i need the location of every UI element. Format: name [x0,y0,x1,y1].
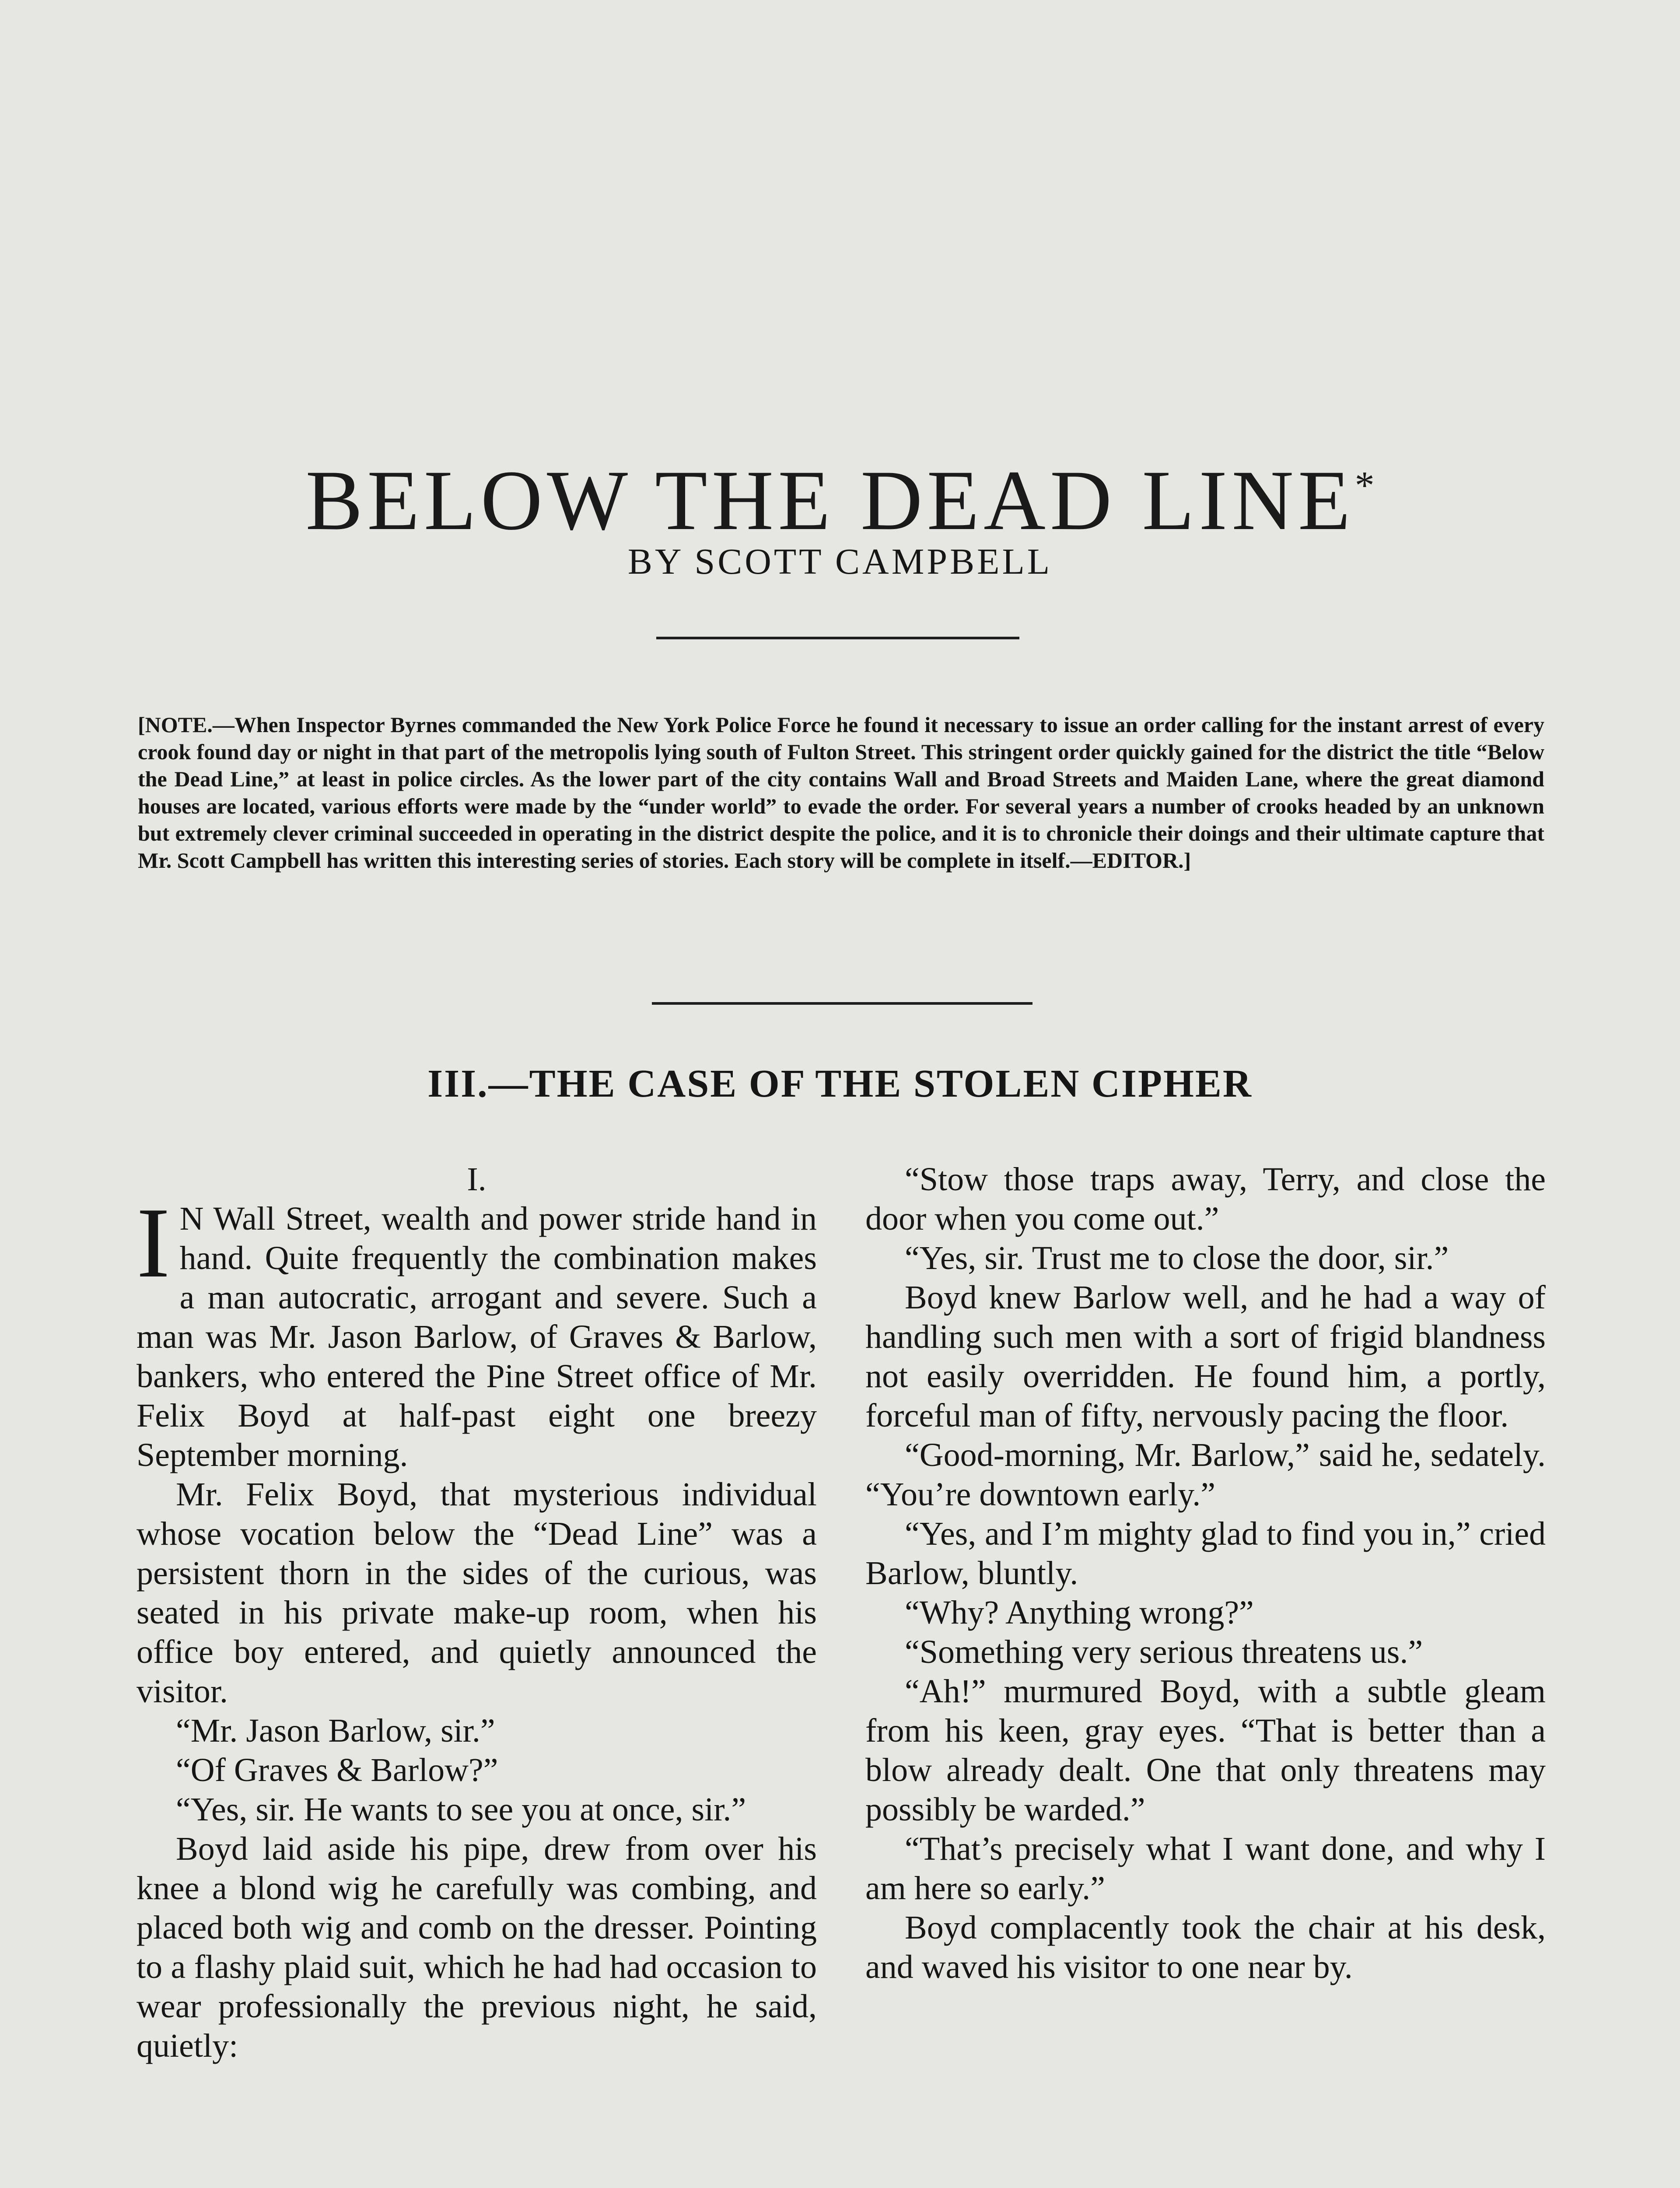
paragraph: “Yes, and I’m mighty glad to find you in,” cried Barlow, bluntly. [865,1515,1546,1592]
left-column [136,1160,817,2065]
editor-note: [NOTE.—When Inspector Byrnes commanded the New York Police Force he found it necessary to issue an order calling for the instant arrest of every crook found day or night in that part of the metropolis lying south of Fulton Street. This stringent order quickly gained for the district the title “Below the Dead Line,” at least in police circles. As the lower part of the city contains Wall and Broad Streets and Maiden Lane, where the great diamond houses are located, various efforts were made by the “under world” to evade the order. For several years a number of crooks headed by an unknown but extremely clever criminal succeeded in operating in the district despite the police, and it is to chronicle their doings and their ultimate capture that Mr. Scott Campbell has written this interesting series of stories. Each story will be complete in itself.—EDITOR.] [138,712,1544,873]
paragraph: “Good-morning, Mr. Barlow,” said he, sedately. “You’re downtown early.” [865,1437,1546,1513]
story-title [0,451,1680,550]
paragraph: Mr. Felix Boyd, that mysterious individual whose vocation below the “Dead Line” was a persistent thorn in the sides of the curious, was seated in his private make-up room, when his office boy entered, and quietly announced the visitor. [136,1476,817,1710]
paragraph: “Mr. Jason Barlow, sir.” [176,1712,495,1749]
paragraph: Boyd complacently took the chair at his desk, and waved his visitor to one near by. [865,1909,1546,1985]
right-column [865,1160,1546,1987]
paragraph: “That’s precisely what I want done, and why I am here so early.” [865,1830,1546,1907]
paragraph: “Why? Anything wrong?” [905,1594,1254,1631]
paragraph-text: N Wall Street, wealth and power stride hand in hand. Quite frequently the combination makes a man autocratic, arrogant and severe. Such a man was Mr. Jason Barlow, of Graves & Barlow, bankers, who entered the Pine Street office of Mr. Felix Boyd at half-past eight one breezy September morning. [136,1200,817,1473]
section-number: I. [467,1161,486,1198]
paragraph: “Yes, sir. He wants to see you at once, sir.” [176,1791,746,1828]
divider-rule [656,637,1019,639]
paragraph: “Of Graves & Barlow?” [176,1752,498,1788]
paragraph: “Stow those traps away, Terry, and close the door when you come out.” [865,1161,1546,1237]
paragraph: “Ah!” murmured Boyd, with a subtle gleam from his keen, gray eyes. “That is better than a blow already dealt. One that only threatens may possibly be warded.” [865,1673,1546,1828]
paragraph: Boyd knew Barlow well, and he had a way of handling such men with a sort of frigid blandness not easily overridden. He found him, a portly, forceful man of fifty, nervously pacing the floor. [865,1279,1546,1434]
paragraph: “Something very serious threatens us.” [905,1634,1423,1670]
paragraph: Boyd laid aside his pipe, drew from over his knee a blond wig he carefully was combing, and placed both wig and comb on the dresser. Pointing to a flashy plaid suit, which he had had occasion to wear professionally the previous night, he said, quietly: [136,1830,817,2064]
story-title-text: BELOW THE DEAD LINE [305,453,1355,548]
title-footnote-mark: * [1354,464,1375,508]
drop-cap: I [136,1187,170,1298]
byline: BY SCOTT CAMPBELL [627,541,1053,582]
divider-rule [652,1002,1032,1005]
chapter-heading: III.—THE CASE OF THE STOLEN CIPHER [427,1062,1253,1105]
paragraph: “Yes, sir. Trust me to close the door, sir.” [905,1240,1449,1276]
paragraph [136,1187,817,1475]
